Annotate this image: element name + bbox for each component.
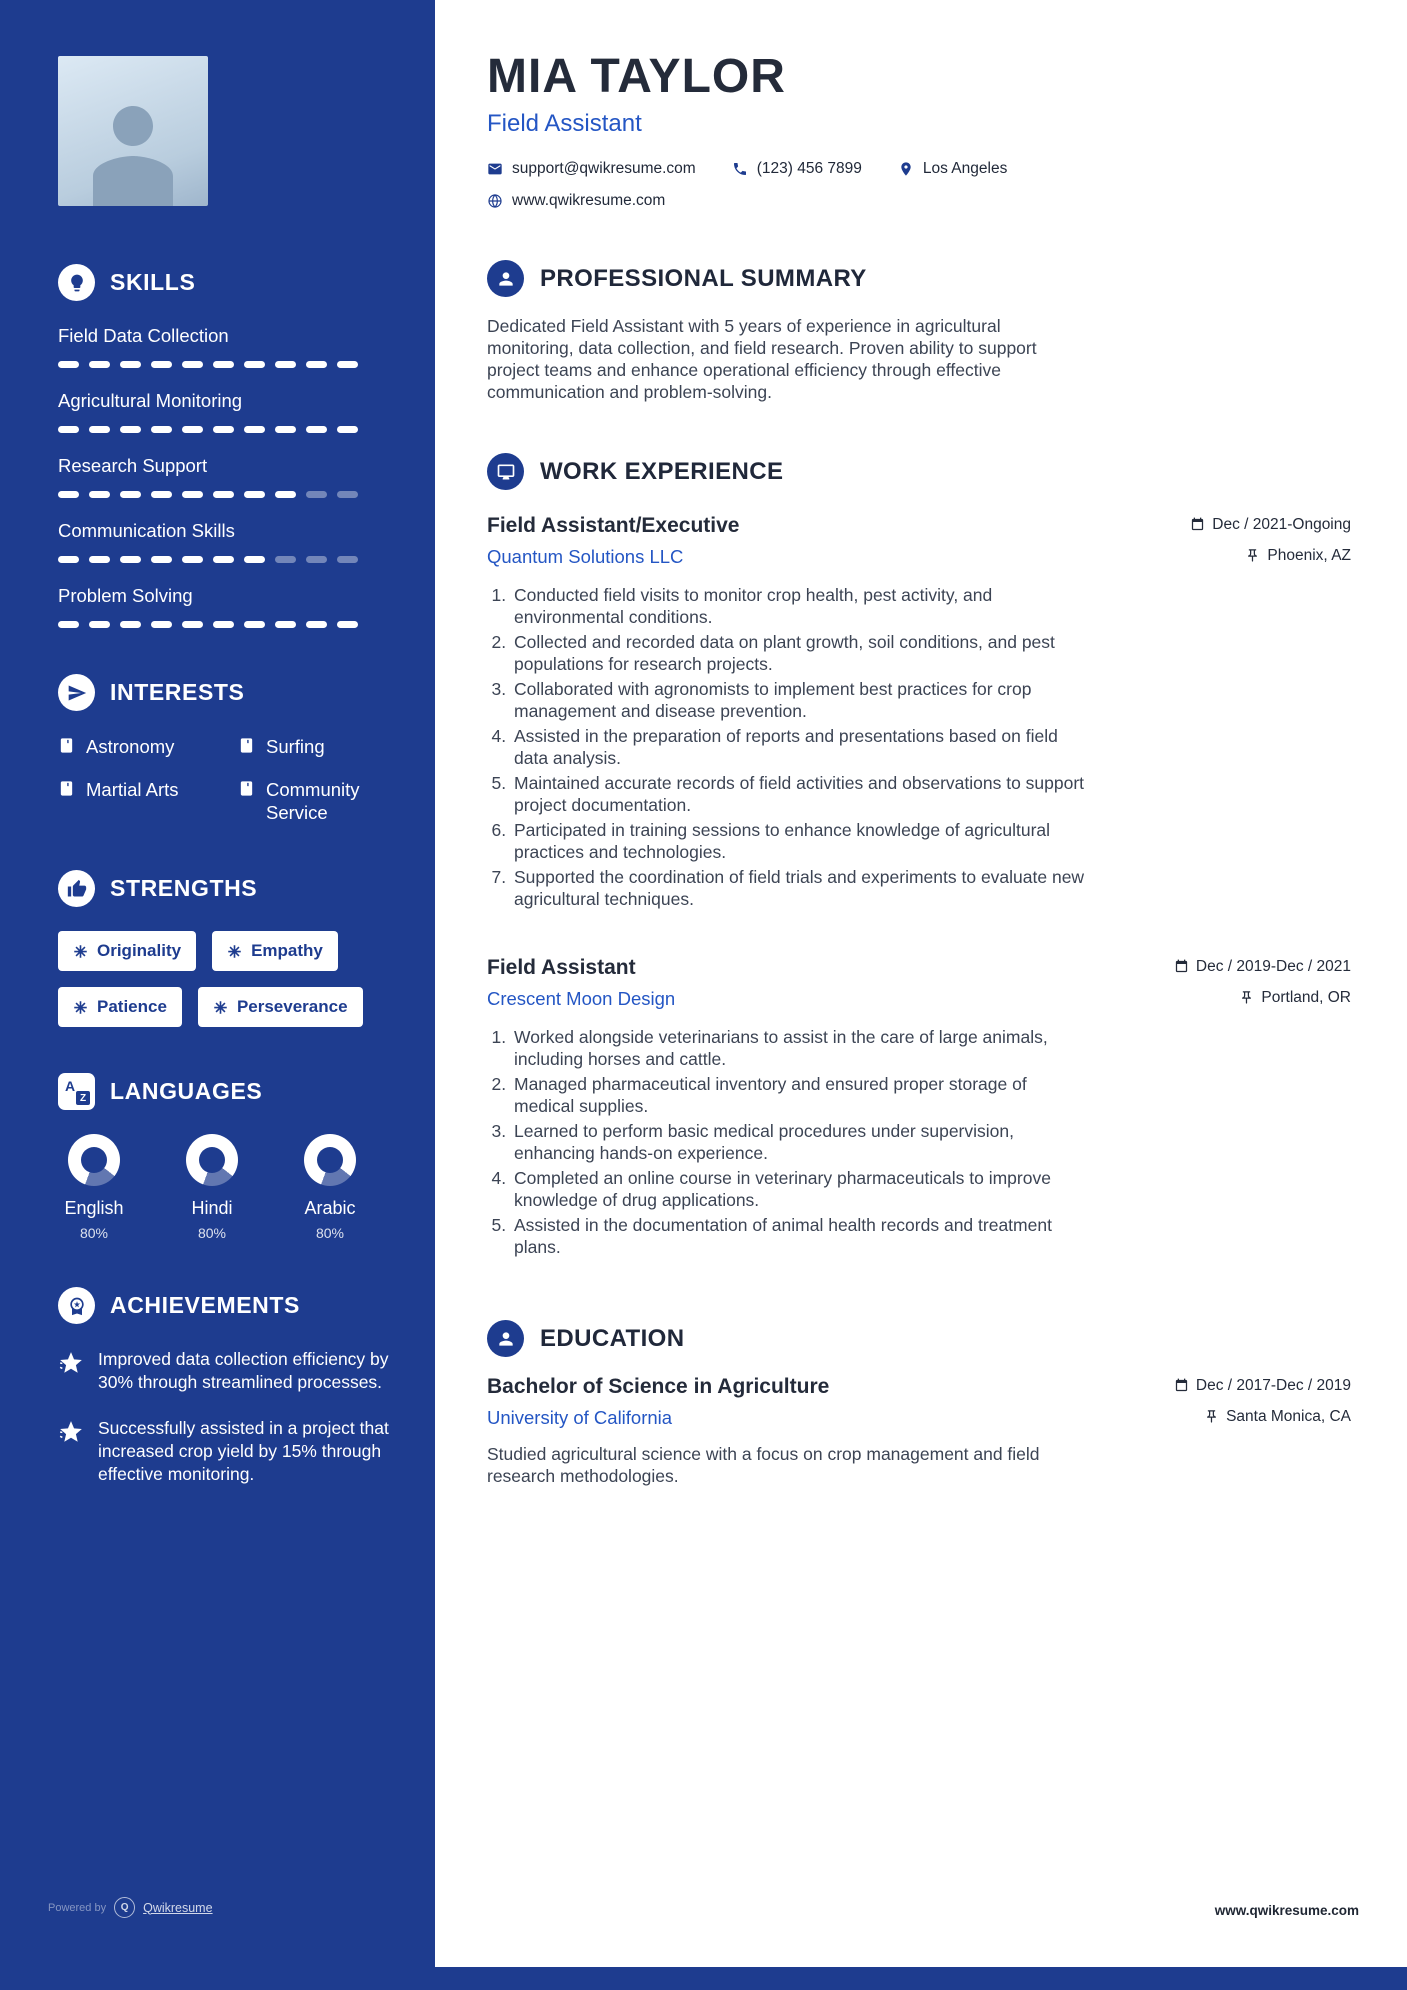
powered-by-footer bbox=[48, 1897, 213, 1918]
interests-section bbox=[58, 674, 399, 824]
skill-dash bbox=[275, 426, 296, 433]
skill-dash bbox=[275, 621, 296, 628]
job-dates bbox=[1174, 958, 1351, 976]
envelope-icon bbox=[487, 161, 503, 177]
job-bullet: 5. Maintained accurate records of field activities and observations to support project documentation. bbox=[511, 772, 1086, 816]
skill-item bbox=[58, 455, 399, 498]
job-entry bbox=[487, 956, 1351, 1258]
location-item bbox=[898, 160, 1007, 178]
job-bullet: 2. Managed pharmaceutical inventory and ensured proper storage of medical supplies. bbox=[511, 1073, 1086, 1117]
skill-dash bbox=[275, 556, 296, 563]
globe-icon bbox=[487, 193, 503, 209]
skill-dash bbox=[120, 361, 141, 368]
pushpin-icon bbox=[1245, 548, 1260, 563]
job-bullet: 1. Worked alongside veterinarians to assist in the care of large animals, including horses and cattle. bbox=[511, 1026, 1086, 1070]
interest-label: Astronomy bbox=[86, 736, 175, 757]
star-hand-icon bbox=[58, 1350, 84, 1376]
asterisk-icon bbox=[227, 944, 242, 959]
strength-chip bbox=[58, 987, 182, 1027]
skill-item bbox=[58, 585, 399, 628]
skill-dash bbox=[182, 491, 203, 498]
language-donut bbox=[68, 1134, 120, 1186]
skill-dash bbox=[244, 556, 265, 563]
skill-item bbox=[58, 390, 399, 433]
lightbulb-icon bbox=[58, 264, 95, 301]
job-location-text: Phoenix, AZ bbox=[1267, 546, 1351, 564]
job-bullet: 7. Supported the coordination of field trials and experiments to evaluate new agricultural techniques. bbox=[511, 866, 1086, 910]
interest-item bbox=[58, 735, 226, 758]
skill-dash bbox=[182, 426, 203, 433]
strength-chip bbox=[198, 987, 363, 1027]
phone-link[interactable] bbox=[732, 160, 862, 178]
person-photo-placeholder-icon bbox=[73, 86, 193, 206]
desktop-icon bbox=[487, 453, 524, 490]
profile-photo bbox=[58, 56, 208, 206]
job-dates-text: Dec / 2021-Ongoing bbox=[1212, 515, 1351, 533]
job-role: Field Assistant bbox=[487, 956, 636, 980]
education-section bbox=[487, 1320, 1351, 1487]
strength-label: Originality bbox=[97, 941, 182, 961]
skill-dash bbox=[89, 361, 110, 368]
interests-title: INTERESTS bbox=[110, 679, 245, 705]
skill-label: Field Data Collection bbox=[58, 325, 229, 346]
skill-dash bbox=[89, 426, 110, 433]
interest-item bbox=[238, 778, 399, 824]
skill-dash bbox=[306, 556, 327, 563]
education-title: EDUCATION bbox=[540, 1324, 685, 1352]
skill-dash bbox=[213, 556, 234, 563]
skill-level-bar bbox=[58, 361, 358, 368]
summary-title: PROFESSIONAL SUMMARY bbox=[540, 264, 867, 292]
asterisk-icon bbox=[213, 1000, 228, 1015]
skill-dash bbox=[275, 491, 296, 498]
qwikresume-logo-icon: Q bbox=[114, 1897, 135, 1918]
skill-dash bbox=[58, 621, 79, 628]
strength-label: Patience bbox=[97, 997, 167, 1017]
asterisk-icon bbox=[73, 944, 88, 959]
footer-website-link[interactable]: www.qwikresume.com bbox=[1214, 1903, 1359, 1918]
skills-title: SKILLS bbox=[110, 269, 196, 295]
skill-dash bbox=[151, 426, 172, 433]
strength-chip bbox=[58, 931, 196, 971]
skill-dash bbox=[120, 426, 141, 433]
interest-item bbox=[238, 735, 399, 758]
skill-item bbox=[58, 325, 399, 368]
summary-section bbox=[487, 260, 1351, 403]
skill-dash bbox=[89, 491, 110, 498]
website-link[interactable] bbox=[487, 192, 665, 210]
job-bullet-list bbox=[487, 1026, 1086, 1258]
skill-dash bbox=[58, 361, 79, 368]
skill-dash bbox=[213, 426, 234, 433]
asterisk-icon bbox=[73, 1000, 88, 1015]
skill-dash bbox=[306, 621, 327, 628]
az-translate-icon: A Z bbox=[58, 1073, 95, 1110]
achievement-item bbox=[58, 1348, 399, 1394]
calendar-icon bbox=[1174, 1378, 1189, 1393]
job-bullet: 5. Assisted in the documentation of animal health records and treatment plans. bbox=[511, 1214, 1086, 1258]
skill-level-bar bbox=[58, 426, 358, 433]
job-dates-text: Dec / 2019-Dec / 2021 bbox=[1195, 957, 1351, 975]
job-dates bbox=[1190, 516, 1351, 534]
language-percent: 80% bbox=[315, 1225, 345, 1242]
education-dates-text: Dec / 2017-Dec / 2019 bbox=[1195, 1376, 1351, 1394]
language-item bbox=[58, 1134, 130, 1241]
skill-dash bbox=[89, 556, 110, 563]
education-school: University of California bbox=[487, 1407, 673, 1429]
language-percent: 80% bbox=[79, 1225, 109, 1242]
skill-dash bbox=[337, 426, 358, 433]
job-role: Field Assistant/Executive bbox=[487, 514, 740, 538]
experience-section bbox=[487, 453, 1351, 1258]
email-text: support@qwikresume.com bbox=[512, 160, 696, 178]
job-bullet: 3. Learned to perform basic medical procedures under supervision, enhancing hands-on experience. bbox=[511, 1120, 1086, 1164]
achievement-text: Improved data collection efficiency by 30% through streamlined processes. bbox=[98, 1349, 389, 1393]
strengths-section bbox=[58, 870, 399, 1027]
achievements-title: ACHIEVEMENTS bbox=[110, 1292, 300, 1319]
skill-dash bbox=[337, 491, 358, 498]
skill-dash bbox=[244, 491, 265, 498]
language-donut bbox=[186, 1134, 238, 1186]
calendar-icon bbox=[1190, 517, 1205, 532]
skill-level-bar bbox=[58, 621, 358, 628]
strength-label: Perseverance bbox=[236, 997, 348, 1017]
location-text: Los Angeles bbox=[922, 160, 1008, 178]
qwikresume-brand-link[interactable]: Qwikresume bbox=[143, 1900, 213, 1915]
education-degree: Bachelor of Science in Agriculture bbox=[487, 1375, 830, 1399]
skill-dash bbox=[337, 361, 358, 368]
candidate-name: MIA TAYLOR bbox=[487, 50, 786, 103]
skill-dash bbox=[244, 621, 265, 628]
interest-label: Surfing bbox=[266, 736, 325, 757]
skill-dash bbox=[182, 556, 203, 563]
language-name: English bbox=[64, 1198, 124, 1219]
skill-dash bbox=[182, 621, 203, 628]
skill-dash bbox=[89, 621, 110, 628]
skill-dash bbox=[151, 361, 172, 368]
paper-plane-icon bbox=[58, 674, 95, 711]
achievements-section bbox=[58, 1287, 399, 1485]
email-link[interactable] bbox=[487, 160, 696, 178]
skill-dash bbox=[58, 491, 79, 498]
language-item bbox=[176, 1134, 248, 1241]
summary-text: Dedicated Field Assistant with 5 years of experience in agricultural monitoring, data collection, and field research. Proven ability to support project teams and enhance operational efficiency through effective communication and problem-solving. bbox=[487, 316, 1037, 403]
resume-header bbox=[487, 52, 1351, 210]
achievement-text: Successfully assisted in a project that increased crop yield by 15% through effective monitoring. bbox=[98, 1417, 389, 1484]
education-dates bbox=[1174, 1377, 1351, 1395]
skill-dash bbox=[306, 361, 327, 368]
strength-chip bbox=[212, 931, 338, 971]
education-location-text: Santa Monica, CA bbox=[1226, 1407, 1351, 1425]
job-bullet: 4. Assisted in the preparation of reports and presentations based on field data analysis. bbox=[511, 725, 1086, 769]
job-bullet: 2. Collected and recorded data on plant growth, soil conditions, and pest populations for research projects. bbox=[511, 631, 1086, 675]
skill-label: Research Support bbox=[58, 455, 208, 476]
skill-label: Communication Skills bbox=[58, 520, 235, 541]
skill-dash bbox=[58, 426, 79, 433]
interest-label: Community Service bbox=[266, 779, 360, 824]
languages-title: LANGUAGES bbox=[110, 1078, 263, 1105]
book-icon bbox=[58, 780, 75, 797]
job-location-text: Portland, OR bbox=[1261, 988, 1351, 1006]
strengths-title: STRENGTHS bbox=[110, 875, 258, 902]
job-bullet: 3. Collaborated with agronomists to implement best practices for crop management and disease prevention. bbox=[511, 678, 1086, 722]
job-company: Quantum Solutions LLC bbox=[487, 546, 684, 568]
fist-icon bbox=[58, 870, 95, 907]
job-entry bbox=[487, 514, 1351, 910]
sidebar bbox=[0, 0, 435, 1990]
achievement-item bbox=[58, 1417, 399, 1486]
education-text: Studied agricultural science with a focus on crop management and field research methodologies. bbox=[487, 1444, 1040, 1487]
interest-item bbox=[58, 778, 226, 824]
phone-text: (123) 456 7899 bbox=[756, 160, 862, 178]
language-name: Hindi bbox=[191, 1198, 233, 1219]
job-bullet: 4. Completed an online course in veterinary pharmaceuticals to improve knowledge of drug applications. bbox=[511, 1167, 1086, 1211]
website-text: www.qwikresume.com bbox=[512, 192, 666, 210]
language-item bbox=[294, 1134, 366, 1241]
language-donut bbox=[304, 1134, 356, 1186]
languages-section bbox=[58, 1073, 399, 1241]
job-bullet: 1. Conducted field visits to monitor crop health, pest activity, and environmental conditions. bbox=[511, 584, 1086, 628]
powered-by-label: Powered by bbox=[48, 1901, 107, 1914]
skill-item bbox=[58, 520, 399, 563]
job-bullet-list bbox=[487, 584, 1086, 910]
skill-dash bbox=[337, 556, 358, 563]
skill-label: Problem Solving bbox=[58, 585, 193, 606]
skill-dash bbox=[182, 361, 203, 368]
pushpin-icon bbox=[1239, 990, 1254, 1005]
strength-label: Empathy bbox=[251, 941, 323, 961]
person-icon bbox=[487, 260, 524, 297]
book-icon bbox=[238, 737, 255, 754]
graduate-icon bbox=[487, 1320, 524, 1357]
skill-dash bbox=[275, 361, 296, 368]
skill-dash bbox=[213, 491, 234, 498]
interest-label: Martial Arts bbox=[86, 779, 179, 801]
book-icon bbox=[58, 737, 75, 754]
book-icon bbox=[238, 780, 255, 797]
main-content bbox=[435, 0, 1407, 1487]
skill-dash bbox=[151, 556, 172, 563]
skill-dash bbox=[213, 621, 234, 628]
skill-dash bbox=[120, 491, 141, 498]
skill-dash bbox=[213, 361, 234, 368]
skill-dash bbox=[306, 491, 327, 498]
skill-level-bar bbox=[58, 491, 358, 498]
skill-dash bbox=[244, 426, 265, 433]
skill-dash bbox=[244, 361, 265, 368]
skill-dash bbox=[151, 621, 172, 628]
candidate-title: Field Assistant bbox=[487, 110, 642, 138]
map-pin-icon bbox=[898, 161, 914, 177]
star-hand-icon bbox=[58, 1419, 84, 1445]
job-company: Crescent Moon Design bbox=[487, 988, 676, 1010]
skill-dash bbox=[151, 491, 172, 498]
skill-dash bbox=[120, 621, 141, 628]
medal-icon bbox=[58, 1287, 95, 1324]
skill-dash bbox=[337, 621, 358, 628]
language-percent: 80% bbox=[197, 1225, 227, 1242]
pushpin-icon bbox=[1204, 1409, 1219, 1424]
job-location bbox=[1245, 547, 1351, 565]
job-bullet: 6. Participated in training sessions to enhance knowledge of agricultural practices and technologies. bbox=[511, 819, 1086, 863]
skill-dash bbox=[120, 556, 141, 563]
skills-section bbox=[58, 264, 399, 628]
skill-dash bbox=[58, 556, 79, 563]
job-location bbox=[1239, 989, 1351, 1007]
bottom-accent-strip bbox=[435, 1967, 1407, 1990]
phone-icon bbox=[732, 161, 748, 177]
experience-title: WORK EXPERIENCE bbox=[540, 457, 784, 485]
skill-level-bar bbox=[58, 556, 358, 563]
education-location bbox=[1204, 1408, 1351, 1426]
skill-dash bbox=[306, 426, 327, 433]
language-name: Arabic bbox=[304, 1198, 356, 1219]
calendar-icon bbox=[1174, 959, 1189, 974]
skill-label: Agricultural Monitoring bbox=[58, 390, 243, 411]
